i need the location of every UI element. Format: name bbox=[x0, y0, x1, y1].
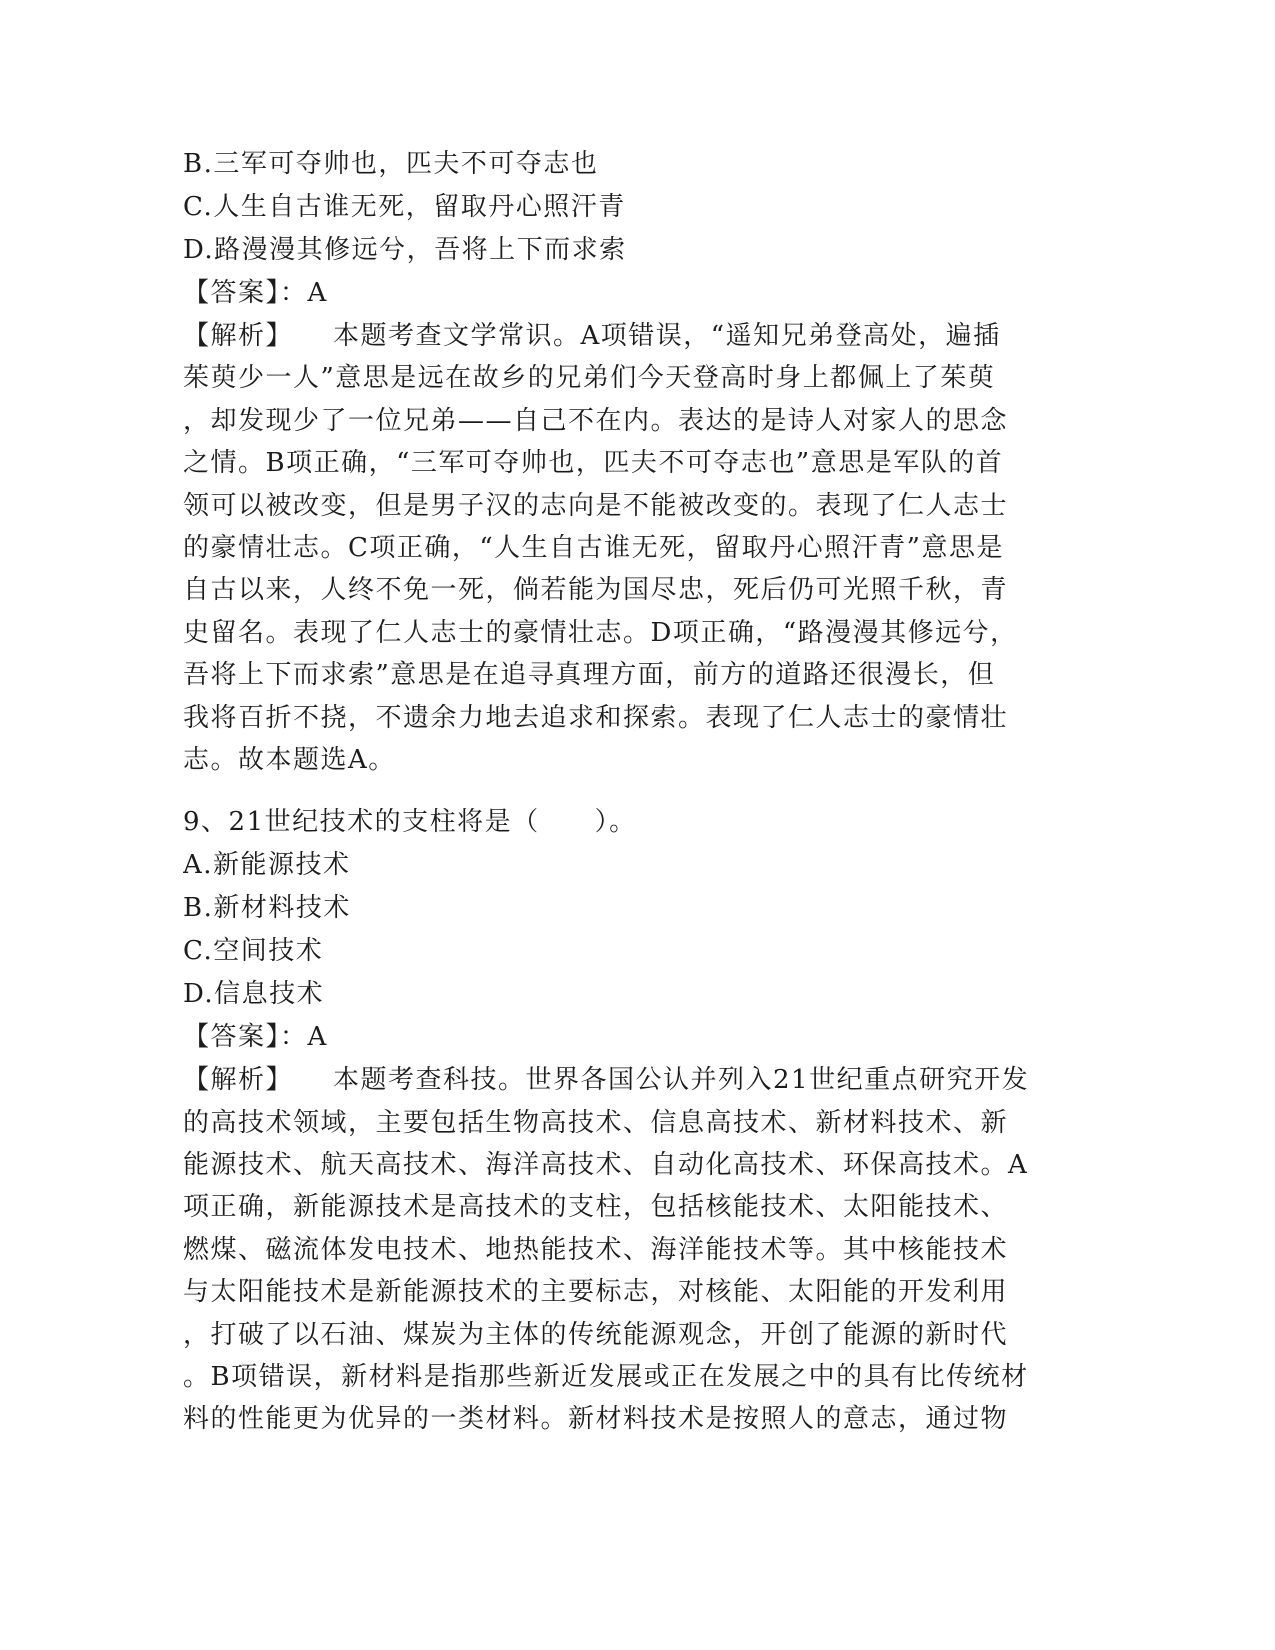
option-b: B.新材料技术 bbox=[183, 893, 351, 924]
analysis-text: 本题考查科技。世界各国公认并列入21世纪重点研究开发 bbox=[333, 1065, 1030, 1096]
analysis-first-line bbox=[183, 1059, 1068, 1101]
answer-line: 【答案】：A bbox=[183, 278, 328, 308]
option-c: C.空间技术 bbox=[183, 936, 324, 967]
analysis-line: 项正确，新能源技术是高技术的支柱，包括核能技术、太阳能技术、 bbox=[183, 1192, 1009, 1223]
question-stem: 9、21世纪技术的支柱将是（ ）。 bbox=[183, 807, 637, 838]
analysis-line: 料的性能更为优异的一类材料。新材料技术是按照人的意志，通过物 bbox=[183, 1404, 1009, 1435]
analysis-line: 燃煤、磁流体发电技术、地热能技术、海洋能技术等。其中核能技术 bbox=[183, 1234, 1009, 1265]
analysis-line: 吾将上下而求索”意思是在追寻真理方面，前方的道路还很漫长，但 bbox=[183, 660, 996, 691]
analysis-line: 史留名。表现了仁人志士的豪情壮志。D项正确，“路漫漫其修远兮， bbox=[183, 617, 1018, 648]
analysis-label: 【解析】 bbox=[183, 321, 294, 351]
option-a: A.新能源技术 bbox=[183, 850, 351, 881]
question-9-block bbox=[183, 801, 1068, 1441]
option-d: D.信息技术 bbox=[183, 979, 325, 1010]
analysis-line: 自古以来，人终不免一死，倘若能为国尽忠，死后仍可光照千秋，青 bbox=[183, 575, 1009, 606]
analysis-line: ，却发现少了一位兄弟——自己不在内。表达的是诗人对家人的思念 bbox=[183, 405, 1009, 436]
answer-line: 【答案】：A bbox=[183, 1022, 328, 1053]
analysis-line: 的豪情壮志。C项正确，“人生自古谁无死，留取丹心照汗青”意思是 bbox=[183, 532, 1004, 563]
analysis-label: 【解析】 bbox=[183, 1065, 294, 1096]
question-8-block bbox=[183, 143, 1068, 781]
analysis-line: ，打破了以石油、煤炭为主体的传统能源观念，开创了能源的新时代 bbox=[183, 1319, 1009, 1350]
analysis-line: 与太阳能技术是新能源技术的主要标志，对核能、太阳能的开发利用 bbox=[183, 1277, 1009, 1308]
analysis-line: 之情。B项正确，“三军可夺帅也，匹夫不可夺志也”意思是军队的首 bbox=[183, 448, 1004, 479]
analysis-text: 本题考查文学常识。A项错误，“遥知兄弟登高处，遍插 bbox=[333, 321, 1001, 351]
document-page bbox=[183, 143, 1068, 1441]
analysis-line: 我将百折不挠，不遗余力地去追求和探索。表现了仁人志士的豪情壮 bbox=[183, 702, 1009, 733]
analysis-line: 的高技术领域，主要包括生物高技术、信息高技术、新材料技术、新 bbox=[183, 1107, 1009, 1138]
analysis-line: 能源技术、航天高技术、海洋高技术、自动化高技术、环保高技术。A bbox=[183, 1150, 1029, 1181]
analysis-line: 茱萸少一人”意思是远在故乡的兄弟们今天登高时身上都佩上了茱萸 bbox=[183, 363, 996, 394]
option-d: D.路漫漫其修远兮，吾将上下而求索 bbox=[183, 235, 627, 265]
option-b: B.三军可夺帅也，匹夫不可夺志也 bbox=[183, 149, 599, 179]
option-c: C.人生自古谁无死，留取丹心照汗青 bbox=[183, 192, 626, 222]
analysis-line: 志。故本题选A。 bbox=[183, 744, 396, 775]
question-spacer bbox=[183, 781, 1068, 801]
analysis-first-line bbox=[183, 315, 1068, 357]
analysis-line: 领可以被改变，但是男子汉的志向是不能被改变的。表现了仁人志士 bbox=[183, 490, 1009, 521]
analysis-line: 。B项错误，新材料是指那些新近发展或正在发展之中的具有比传统材 bbox=[183, 1362, 1029, 1393]
